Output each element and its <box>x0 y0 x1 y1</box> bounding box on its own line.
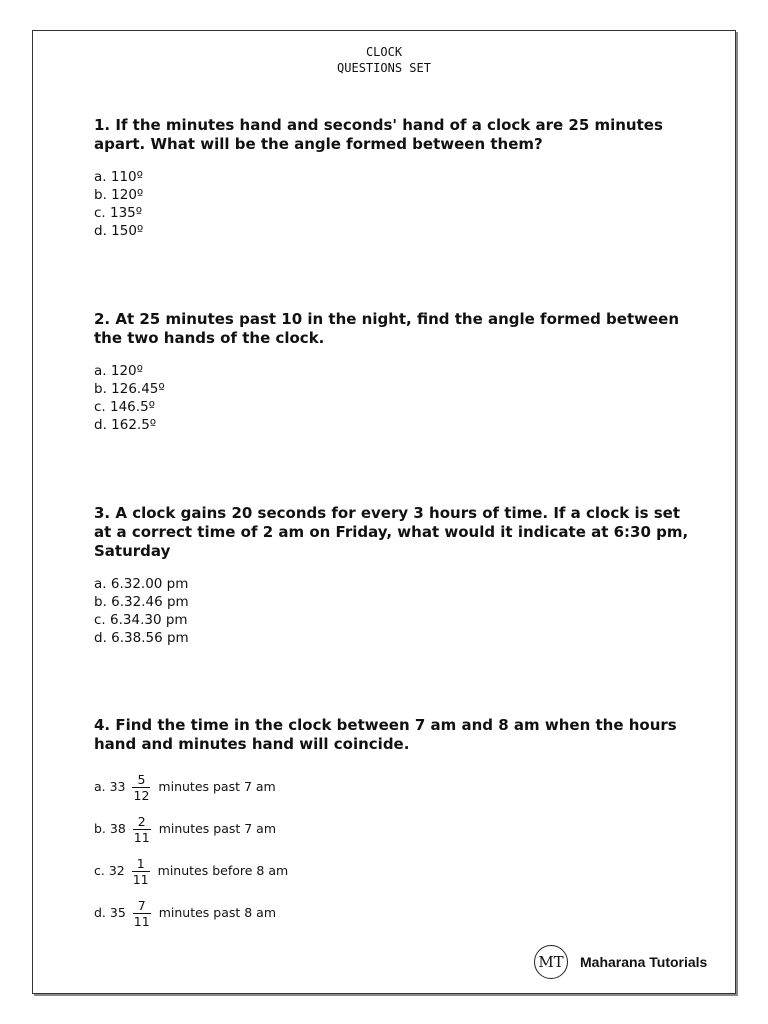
question-text: 1. If the minutes hand and seconds' hand of a clock are 25 minutes apart. What will be the angle formed between them? <box>94 116 663 153</box>
numerator: 7 <box>137 897 146 913</box>
option-prefix: c. 32 <box>94 863 125 878</box>
options-list <box>94 362 694 434</box>
option-b: b. 120º <box>94 187 144 203</box>
option-b: b. 126.45º <box>94 381 165 397</box>
option-d: d. 150º <box>94 223 144 239</box>
question-3 <box>94 504 694 647</box>
option-prefix: d. 35 <box>94 905 126 920</box>
page-title: CLOCK <box>365 45 403 59</box>
option-a: a. 110º <box>94 169 143 185</box>
option-d <box>94 894 694 932</box>
option-a: a. 120º <box>94 363 143 379</box>
question-text: 4. Find the time in the clock between 7 am and 8 am when the hours hand and minutes hand will coincide. <box>94 716 677 753</box>
title-block <box>0 44 768 76</box>
option-a: a. 6.32.00 pm <box>94 576 189 592</box>
numerator: 2 <box>137 813 146 829</box>
numerator: 1 <box>136 855 145 871</box>
option-d: d. 162.5º <box>94 417 157 433</box>
option-c: c. 135º <box>94 205 143 221</box>
option-c: c. 146.5º <box>94 399 156 415</box>
fraction <box>132 772 152 803</box>
denominator: 12 <box>133 787 150 803</box>
numerator: 5 <box>137 771 146 787</box>
denominator: 11 <box>133 829 150 845</box>
footer-logo <box>534 945 707 979</box>
question-text: 3. A clock gains 20 seconds for every 3 hours of time. If a clock is set at a correct time of 2 am on Friday, what would it indicate at 6:30 pm, Saturday <box>94 504 689 560</box>
option-prefix: a. 33 <box>94 779 126 794</box>
denominator: 11 <box>132 871 149 887</box>
option-b <box>94 810 694 848</box>
option-a <box>94 768 694 806</box>
question-1 <box>94 116 694 240</box>
options-list <box>94 768 694 932</box>
page-subtitle: QUESTIONS SET <box>337 61 431 75</box>
option-prefix: b. 38 <box>94 821 126 836</box>
option-suffix: minutes past 7 am <box>158 779 276 794</box>
options-list <box>94 168 694 240</box>
option-c <box>94 852 694 890</box>
brand-name: Maharana Tutorials <box>580 954 708 970</box>
denominator: 11 <box>133 913 150 929</box>
question-text: 2. At 25 minutes past 10 in the night, find the angle formed between the two hands of the clock. <box>94 310 679 347</box>
option-c: c. 6.34.30 pm <box>94 612 188 628</box>
option-d: d. 6.38.56 pm <box>94 630 189 646</box>
option-suffix: minutes before 8 am <box>157 863 289 878</box>
options-list <box>94 575 694 647</box>
fraction <box>132 814 152 845</box>
option-b: b. 6.32.46 pm <box>94 594 189 610</box>
fraction <box>132 898 152 929</box>
mt-logo-icon: MT <box>534 945 568 979</box>
question-2 <box>94 310 694 434</box>
option-suffix: minutes past 8 am <box>158 905 277 920</box>
question-4 <box>94 716 694 936</box>
fraction <box>131 856 151 887</box>
option-suffix: minutes past 7 am <box>158 821 277 836</box>
